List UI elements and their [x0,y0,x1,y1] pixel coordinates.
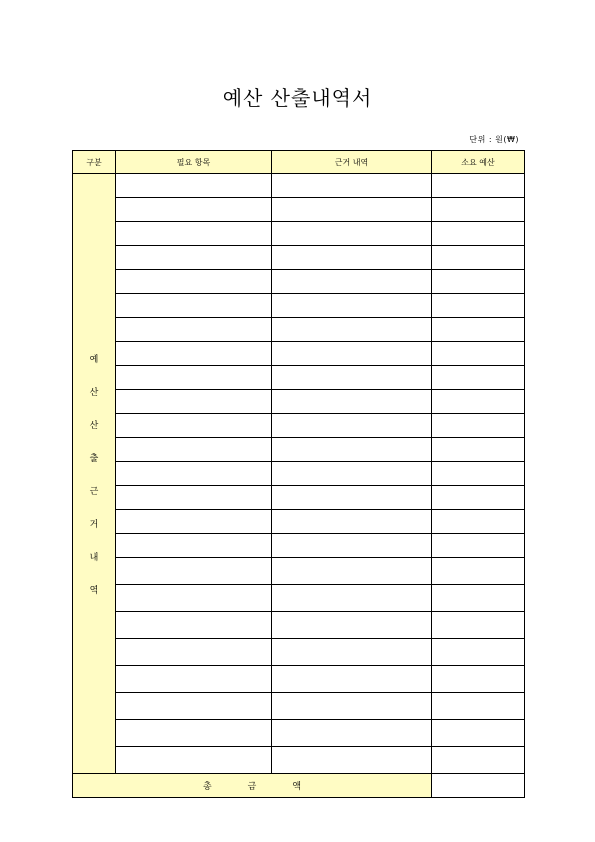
category-vertical-text [73,352,115,596]
basis-cell[interactable] [272,366,432,390]
total-label-char: 액 [292,782,302,792]
table-row [73,486,525,510]
table-row [73,612,525,639]
table-row [73,747,525,774]
total-row [73,774,525,798]
table-row [73,294,525,318]
budget-cell[interactable] [432,270,525,294]
table-row [73,666,525,693]
table-row [73,510,525,534]
table-row [73,558,525,585]
table-row [73,342,525,366]
budget-cell[interactable] [432,198,525,222]
header-category: 구분 [73,151,116,174]
item-cell[interactable] [116,366,272,390]
basis-cell[interactable] [272,585,432,612]
basis-cell[interactable] [272,639,432,666]
budget-cell[interactable] [432,438,525,462]
item-cell[interactable] [116,666,272,693]
category-char: 예 [89,354,99,365]
item-cell[interactable] [116,693,272,720]
header-budget: 소요 예산 [432,151,525,174]
item-cell[interactable] [116,510,272,534]
budget-cell[interactable] [432,585,525,612]
basis-cell[interactable] [272,747,432,774]
basis-cell[interactable] [272,666,432,693]
basis-cell[interactable] [272,558,432,585]
category-char: 출 [89,453,99,464]
item-cell[interactable] [116,390,272,414]
budget-cell[interactable] [432,639,525,666]
table-row [73,174,525,198]
table-row [73,534,525,558]
basis-cell[interactable] [272,720,432,747]
table-row [73,639,525,666]
page-title: 예산 산출내역서 [222,86,373,110]
basis-cell[interactable] [272,174,432,198]
header-basis: 근거 내역 [272,151,432,174]
total-label-char: 금 [247,782,257,792]
item-cell[interactable] [116,639,272,666]
budget-cell[interactable] [432,462,525,486]
category-char: 내 [89,552,99,563]
basis-cell[interactable] [272,462,432,486]
table-row [73,270,525,294]
budget-cell[interactable] [432,747,525,774]
table-row [73,414,525,438]
item-cell[interactable] [116,486,272,510]
header-item: 필요 항목 [116,151,272,174]
basis-cell[interactable] [272,390,432,414]
basis-cell[interactable] [272,222,432,246]
category-char: 거 [89,519,99,530]
table-row [73,720,525,747]
budget-cell[interactable] [432,390,525,414]
basis-cell[interactable] [272,486,432,510]
budget-cell[interactable] [432,666,525,693]
table-row [73,585,525,612]
item-cell[interactable] [116,246,272,270]
table-row [73,198,525,222]
budget-cell[interactable] [432,318,525,342]
total-label-char: 총 [202,782,212,792]
item-cell[interactable] [116,318,272,342]
basis-cell[interactable] [272,534,432,558]
item-cell[interactable] [116,612,272,639]
budget-cell[interactable] [432,534,525,558]
budget-cell[interactable] [432,612,525,639]
total-value-cell[interactable] [432,774,525,798]
category-cell [73,174,116,774]
item-cell[interactable] [116,438,272,462]
basis-cell[interactable] [272,294,432,318]
item-cell[interactable] [116,414,272,438]
item-cell[interactable] [116,270,272,294]
budget-cell[interactable] [432,246,525,270]
budget-cell[interactable] [432,294,525,318]
item-cell[interactable] [116,534,272,558]
item-cell[interactable] [116,342,272,366]
item-cell[interactable] [116,462,272,486]
category-char: 산 [89,387,99,398]
basis-cell[interactable] [272,270,432,294]
basis-cell[interactable] [272,414,432,438]
basis-cell[interactable] [272,510,432,534]
budget-table [72,150,525,798]
item-cell[interactable] [116,198,272,222]
budget-cell[interactable] [432,174,525,198]
basis-cell[interactable] [272,438,432,462]
category-char: 근 [89,486,99,497]
item-cell[interactable] [116,174,272,198]
budget-cell[interactable] [432,693,525,720]
table-row [73,462,525,486]
item-cell[interactable] [116,747,272,774]
total-label-cell [73,774,432,798]
category-char: 산 [89,420,99,431]
table-row [73,438,525,462]
table-row [73,366,525,390]
budget-cell[interactable] [432,510,525,534]
basis-cell[interactable] [272,612,432,639]
basis-cell[interactable] [272,198,432,222]
budget-cell[interactable] [432,558,525,585]
budget-cell[interactable] [432,342,525,366]
basis-cell[interactable] [272,693,432,720]
category-char: 역 [89,585,99,596]
item-cell[interactable] [116,720,272,747]
basis-cell[interactable] [272,318,432,342]
budget-cell[interactable] [432,366,525,390]
budget-cell[interactable] [432,222,525,246]
item-cell[interactable] [116,222,272,246]
table-header-row [73,151,525,174]
budget-cell[interactable] [432,720,525,747]
item-cell[interactable] [116,585,272,612]
table-row [73,222,525,246]
budget-cell[interactable] [432,414,525,438]
budget-cell[interactable] [432,486,525,510]
table-row [73,318,525,342]
table-row [73,246,525,270]
table-row [73,390,525,414]
item-cell[interactable] [116,558,272,585]
unit-label: 단위 : 원(₩) [469,135,519,144]
item-cell[interactable] [116,294,272,318]
basis-cell[interactable] [272,246,432,270]
table-row [73,693,525,720]
basis-cell[interactable] [272,342,432,366]
